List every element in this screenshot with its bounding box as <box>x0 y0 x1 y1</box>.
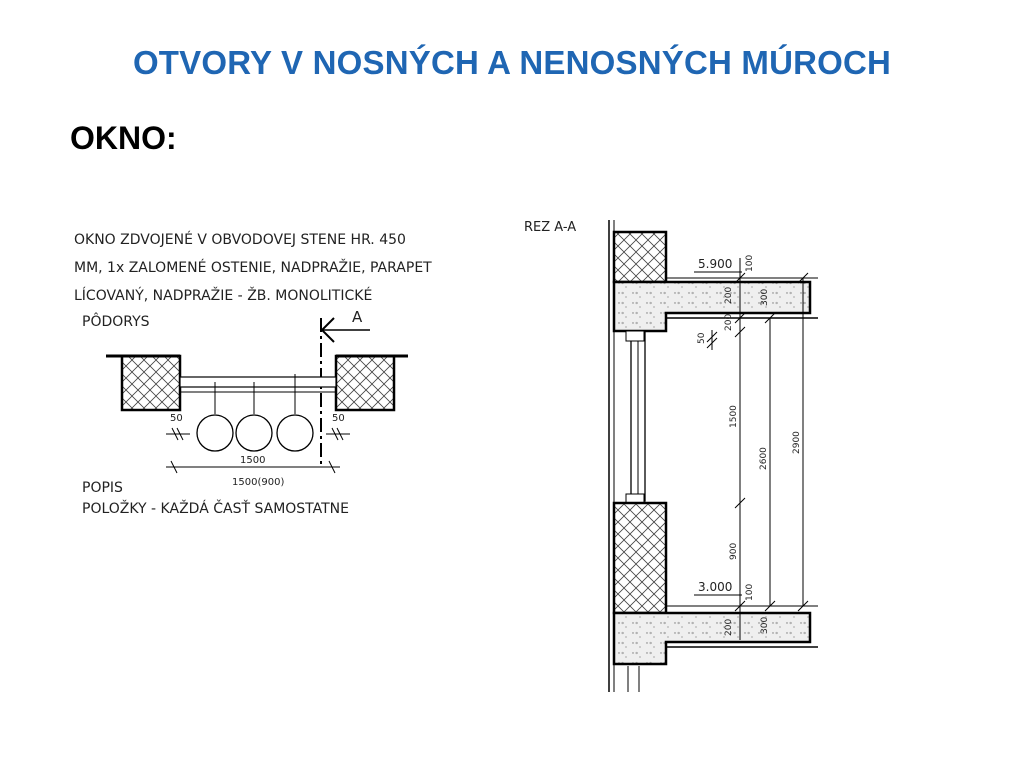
window-head <box>626 331 644 341</box>
lower-slab <box>614 613 810 664</box>
plan-drawing <box>74 231 432 517</box>
plan-description-line-1: OKNO ZDVOJENÉ V OBVODOVEJ STENE HR. 450 <box>74 232 406 248</box>
plan-right-wall <box>336 356 394 410</box>
slide-title: OTVORY V NOSNÝCH A NENOSNÝCH MÚROCH <box>132 44 892 81</box>
slide-subtitle: OKNO: <box>70 120 177 156</box>
lower-wall <box>614 503 666 613</box>
level-top: 5.900 <box>698 257 733 271</box>
upper-slab-lintel <box>614 282 810 331</box>
upper-wall <box>614 232 666 282</box>
plan-notes-title: POPIS <box>82 480 123 496</box>
item-circle <box>277 415 313 451</box>
plan-left-wall <box>122 356 180 410</box>
dim-bottom-100: 100 <box>745 583 755 601</box>
plan-label: PÔDORYS <box>82 314 150 330</box>
dim-floor-2900: 2900 <box>792 431 802 454</box>
plan-dim-left: 50 <box>170 413 183 424</box>
dim-bottom-300: 300 <box>760 616 770 634</box>
item-circle <box>236 415 272 451</box>
dim-opening-2600: 2600 <box>759 447 769 470</box>
dim-offset-50: 50 <box>697 332 707 344</box>
dim-parapet-900: 900 <box>729 542 739 560</box>
dim-bottom-200: 200 <box>724 618 734 636</box>
plan-dim-width-alt: 1500(900) <box>232 477 285 488</box>
level-bottom: 3.000 <box>698 580 733 594</box>
section-label: REZ A-A <box>524 220 577 235</box>
section-mark: A <box>352 308 363 326</box>
plan-notes-text: POLOŽKY - KAŽDÁ ČASŤ SAMOSTATNE <box>82 501 349 517</box>
dim-window-1500: 1500 <box>729 405 739 428</box>
plan-dim-right: 50 <box>332 413 345 424</box>
dim-top-100: 100 <box>745 254 755 272</box>
section-drawing <box>524 220 818 692</box>
window-sill <box>626 494 644 503</box>
plan-description-line-2: MM, 1x ZALOMENÉ OSTENIE, NADPRAŽIE, PARAPET <box>74 260 432 276</box>
dim-top-300: 300 <box>760 288 770 306</box>
plan-window-frame <box>180 377 336 387</box>
dim-lintel-200: 200 <box>724 313 734 331</box>
plan-dim-width: 1500 <box>240 455 266 466</box>
plan-description-line-3: LÍCOVANÝ, NADPRAŽIE - ŽB. MONOLITICKÉ <box>74 288 373 304</box>
item-circle <box>197 415 233 451</box>
dim-top-200: 200 <box>724 286 734 304</box>
